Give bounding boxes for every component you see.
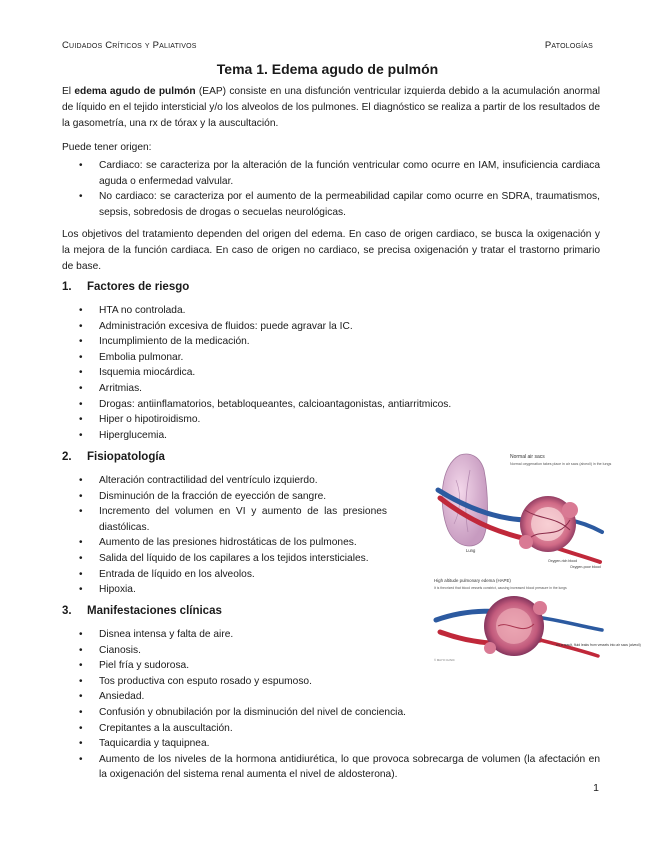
label-normal: Normal air sacs [510, 454, 545, 460]
list-item: • Administración excesiva de fluidos: puede agravar la IC. [62, 319, 600, 335]
list-item: • Tos productiva con esputo rosado y espumoso. [62, 674, 600, 690]
lung-shape [442, 454, 487, 546]
intro-paragraph [62, 84, 600, 132]
label-lung: Lung [466, 548, 476, 553]
section-heading-risk-factors [62, 281, 189, 293]
label-oxygen-rich: Oxygen-rich blood [548, 559, 578, 563]
origin-lead: Puede tener origen: [62, 142, 152, 153]
list-item: • HTA no controlada. [62, 303, 600, 319]
section-number: 2. [62, 451, 72, 463]
list-item: • Salida del líquido de los capilares a los tejidos intersticiales. [62, 551, 387, 567]
page-title: Tema 1. Edema agudo de pulmón [216, 61, 439, 77]
treatment-paragraph: Los objetivos del tratamiento dependen del origen del edema. En caso de origen cardiaco, se busca la oxigenación y la mejora de la función cardiaca. En caso de origen no cardiaco, se precisa oxigenación y tratar el trastorno primario de base. [62, 229, 600, 272]
origin-list [62, 158, 600, 220]
list-item: • Ansiedad. [62, 689, 600, 705]
label-credit: © MAYO CLINIC [434, 658, 455, 662]
section-number: 1. [62, 281, 72, 293]
list-item: • Crepitantes a la auscultación. [62, 721, 600, 737]
list-item: • Disminución de la fracción de eyección de sangre. [62, 489, 387, 505]
list-item: • Incumplimiento de la medicación. [62, 334, 600, 350]
label-normal-sub: Normal oxygenation takes place in air sacs (alveoli) in the lungs [510, 462, 612, 466]
section-number: 3. [62, 605, 72, 617]
list-item: • Disnea intensa y falta de aire. [62, 627, 600, 643]
list-item: • Arritmias. [62, 381, 600, 397]
section-title: Manifestaciones clínicas [87, 605, 222, 617]
list-item: • Aumento de las presiones hidrostáticas de los pulmones. [62, 535, 387, 551]
risk-factors-list [62, 303, 600, 443]
list-item: • Taquicardia y taquipnea. [62, 736, 600, 752]
intro-text: (EAP) consiste en una disfunción ventricular izquierda debido a la acumulación anormal de líquido en el tejido intersticial y/o los alveolos de los pulmones. El diagnóstico se realiza a partir de los resultados de la gasometría, una rx de tórax y la auscultación. [62, 86, 601, 129]
pathophysiology-list [62, 473, 387, 598]
label-hape: High altitude pulmonary edema (HAPE) [434, 578, 511, 583]
page-number: 1 [593, 782, 599, 794]
list-item: • Aumento de los niveles de la hormona antidiurética, lo que provoca sobrecarga de volumen (la afectación en la oxigenación del sistema renal aumenta el nivel de aldosterona). [62, 752, 600, 783]
label-oxygen-poor: Oxygen-poor blood [570, 565, 601, 569]
list-item: • Embolia pulmonar. [62, 350, 600, 366]
list-item: • Entrada de líquido en los alveolos. [62, 567, 387, 583]
list-item: • Hipoxia. [62, 582, 387, 598]
list-item: • Cianosis. [62, 643, 600, 659]
list-item: • Hiper o hipotiroidismo. [62, 412, 600, 428]
list-item: • Isquemia miocárdica. [62, 365, 600, 381]
list-item: • Confusión y obnubilación por la disminución del nivel de conciencia. [62, 705, 600, 721]
section-title: Fisiopatología [87, 451, 165, 463]
list-item: • Alteración contractilidad del ventrículo izquierdo. [62, 473, 387, 489]
list-item: • Cardiaco: se caracteriza por la alteración de la función ventricular como ocurre en IAM, insuficiencia cardiaca aguda o enfermedad valvular. [62, 158, 600, 189]
intro-prefix: El [62, 86, 75, 97]
section-heading-clinical [62, 605, 222, 617]
list-item: • No cardiaco: se caracteriza por el aumento de la permeabilidad capilar como ocurre en SDRA, traumatismos, sepsis, sobredosis de drogas o secuelas neurológicas. [62, 189, 600, 220]
header-course: Cuidados Críticos y Paliativos [62, 40, 197, 51]
list-item: • Hiperglucemia. [62, 428, 600, 444]
section-heading-pathophysiology [62, 451, 165, 463]
list-item: • Piel fría y sudorosa. [62, 658, 600, 674]
pulmonary-edema-illustration [430, 450, 641, 664]
header-section: Patologías [544, 40, 593, 51]
section-title: Factores de riesgo [87, 281, 190, 293]
list-item: • Incremento del volumen en VI y aumento de las presiones diastólicas. [62, 504, 387, 535]
intro-term: edema agudo de pulmón [74, 86, 196, 97]
list-item: • Drogas: antiinflamatorios, betabloqueantes, calcioantagonistas, antiarritmicos. [62, 397, 600, 413]
label-result: As a result, fluid leaks from vessels into air sacs (alveoli) [556, 643, 641, 647]
label-hape-sub: It is theorized that blood vessels constrict, causing increased blood pressure in the lungs [434, 586, 567, 590]
